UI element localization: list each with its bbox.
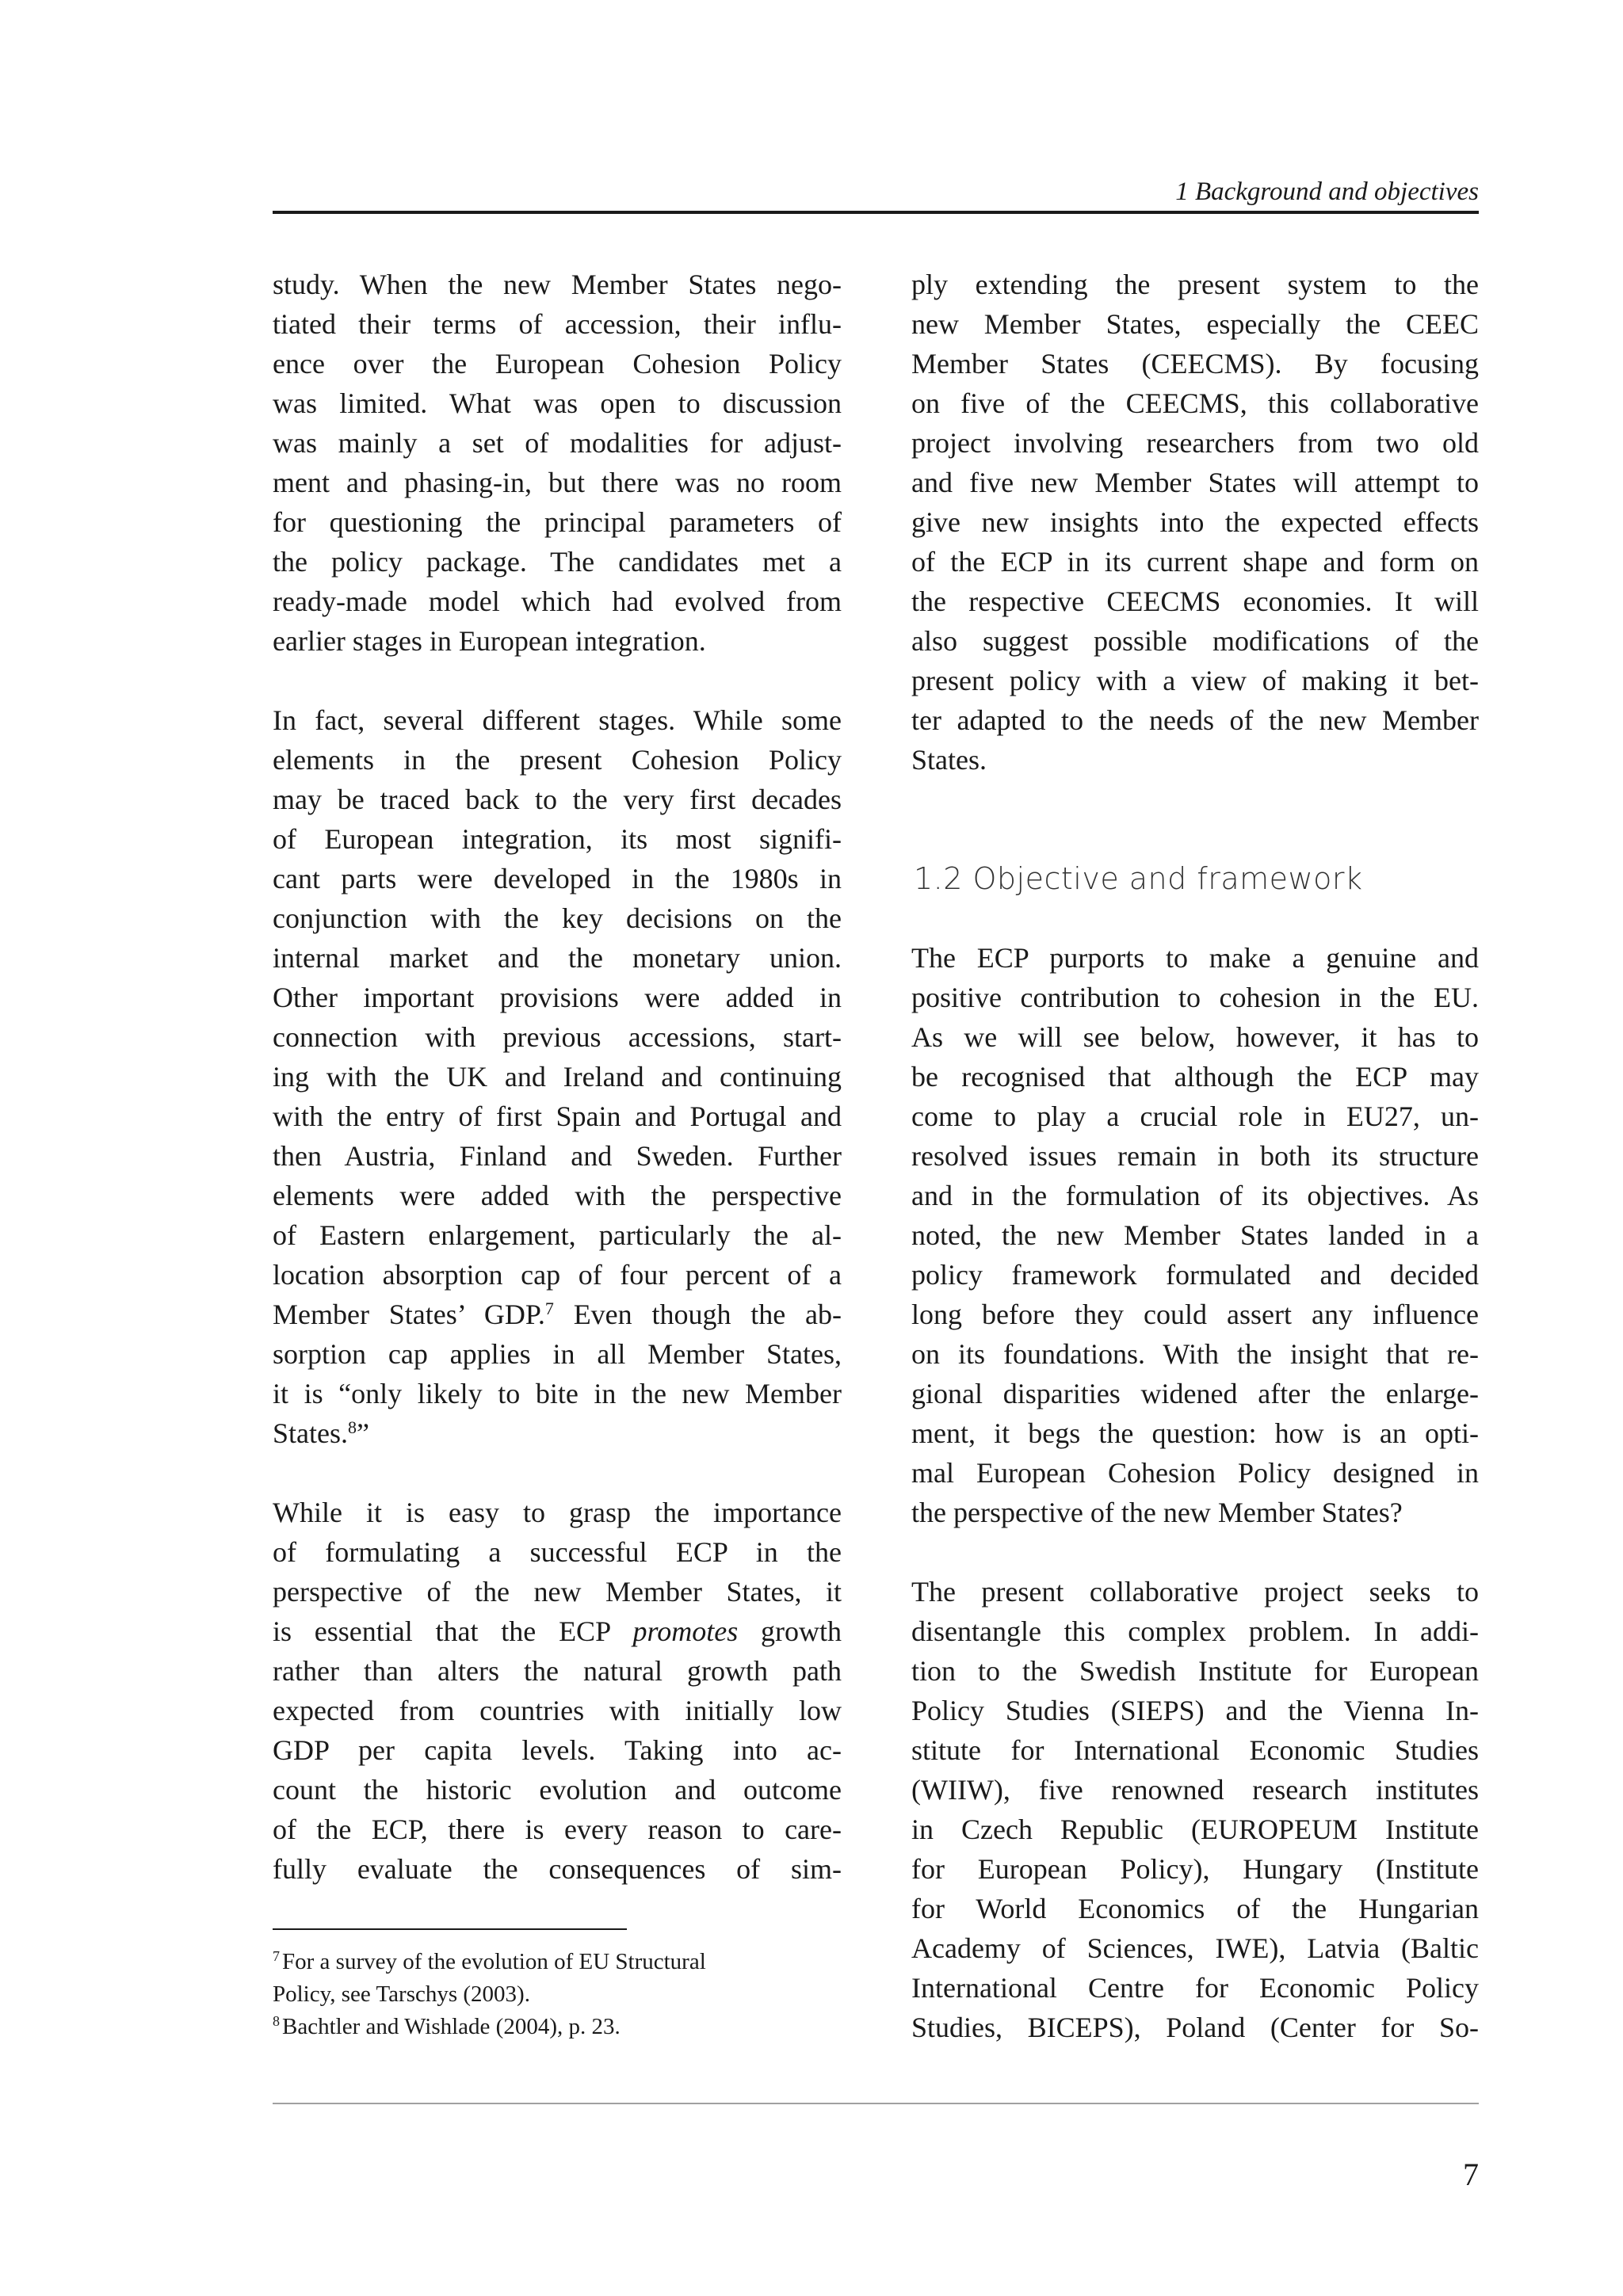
- text-line: Policy Studies (SIEPS) and the Vienna In-: [911, 1695, 1479, 1726]
- text-line: with the entry of first Spain and Portugal and: [273, 1100, 842, 1132]
- text-line: the perspective of the new Member States?: [911, 1497, 1403, 1528]
- footnote-line: [273, 2011, 706, 2043]
- text-line: for World Economics of the Hungarian: [911, 1893, 1479, 1924]
- text-line: States.: [911, 744, 987, 776]
- text-line: GDP per capita levels. Taking into ac-: [273, 1734, 842, 1766]
- text-line: long before they could assert any influence: [911, 1299, 1479, 1330]
- footer-rule: [273, 2103, 1479, 2104]
- text-line: Member States (CEECMS). By focusing: [911, 348, 1479, 379]
- text-line: [273, 1295, 842, 1334]
- text-line: ing with the UK and Ireland and continuing: [273, 1061, 842, 1093]
- text-line: internal market and the monetary union.: [273, 942, 842, 974]
- footnotes: [273, 1946, 706, 2043]
- text-line: While it is easy to grasp the importance: [273, 1497, 842, 1528]
- page-number: 7: [1463, 2157, 1479, 2192]
- footnote-reference: 8: [348, 1417, 357, 1437]
- footnote-text: Policy, see Tarschys (2003).: [273, 1981, 530, 2007]
- text-line: Other important provisions were added in: [273, 982, 842, 1013]
- text-line: mal European Cohesion Policy designed in: [911, 1457, 1479, 1489]
- header-rule: [273, 211, 1479, 214]
- text-segment: Member States’ GDP.: [273, 1299, 545, 1330]
- text-line: connection with previous accessions, start-: [273, 1021, 842, 1053]
- text-line: come to play a crucial role in EU27, un-: [911, 1100, 1479, 1132]
- text-line: location absorption cap of four percent of a: [273, 1259, 842, 1291]
- text-line: was mainly a set of modalities for adjust-: [273, 427, 842, 459]
- text-segment: ”: [357, 1417, 369, 1449]
- footnote-text: Bachtler and Wishlade (2004), p. 23.: [282, 2014, 621, 2039]
- paragraph: [911, 265, 1479, 780]
- text-line: disentangle this complex problem. In addi-: [911, 1615, 1479, 1647]
- paragraph: [273, 700, 842, 1453]
- text-line: conjunction with the key decisions on the: [273, 902, 842, 934]
- text-line: also suggest possible modifications of the: [911, 625, 1479, 657]
- text-line: International Centre for Economic Policy: [911, 1972, 1479, 2004]
- text-line: may be traced back to the very first decades: [273, 784, 842, 815]
- text-line: As we will see below, however, it has to: [911, 1021, 1479, 1053]
- text-line: of the ECP in its current shape and form on: [911, 546, 1479, 578]
- footnote-rule: [273, 1928, 627, 1930]
- text-line: rather than alters the natural growth path: [273, 1655, 842, 1687]
- text-line: perspective of the new Member States, it: [273, 1576, 842, 1608]
- text-line: be recognised that although the ECP may: [911, 1061, 1479, 1093]
- text-line: ply extending the present system to the: [911, 269, 1479, 300]
- text-line: study. When the new Member States nego-: [273, 269, 842, 300]
- paragraph: [911, 938, 1479, 1532]
- text-line: count the historic evolution and outcome: [273, 1774, 842, 1806]
- text-line: of the ECP, there is every reason to care-: [273, 1814, 842, 1845]
- text-line: it is “only likely to bite in the new Member: [273, 1378, 842, 1409]
- footnote-reference: 7: [544, 1299, 554, 1318]
- text-line: of European integration, its most signifi-: [273, 823, 842, 855]
- text-line: ment, it begs the question: how is an opti-: [911, 1417, 1479, 1449]
- section-heading: 1.2 Objective and framework: [914, 861, 1363, 896]
- text-line: Academy of Sciences, IWE), Latvia (Baltic: [911, 1932, 1479, 1964]
- text-line: in Czech Republic (EUROPEUM Institute: [911, 1814, 1479, 1845]
- text-line: earlier stages in European integration.: [273, 625, 706, 657]
- text-line: ment and phasing-in, but there was no room: [273, 467, 842, 498]
- footnote-line: [273, 1978, 706, 2011]
- text-segment: States.: [273, 1417, 348, 1449]
- text-line: give new insights into the expected effects: [911, 506, 1479, 538]
- text-line: of Eastern enlargement, particularly the al-: [273, 1219, 842, 1251]
- text-line: the policy package. The candidates met a: [273, 546, 842, 578]
- text-segment: Even though the ab-: [553, 1299, 842, 1330]
- text-line: on five of the CEECMS, this collaborative: [911, 387, 1479, 419]
- text-line: of formulating a successful ECP in the: [273, 1536, 842, 1568]
- text-line: cant parts were developed in the 1980s in: [273, 863, 842, 894]
- text-line: noted, the new Member States landed in a: [911, 1219, 1479, 1251]
- text-line: fully evaluate the consequences of sim-: [273, 1853, 842, 1885]
- text-line: resolved issues remain in both its structure: [911, 1140, 1479, 1172]
- text-line: new Member States, especially the CEEC: [911, 308, 1479, 340]
- text-line: tiated their terms of accession, their influ-: [273, 308, 842, 340]
- footnote-line: [273, 1946, 706, 1978]
- text-line: [273, 1611, 842, 1651]
- text-line: sorption cap applies in all Member States,: [273, 1338, 842, 1370]
- text-line: on its foundations. With the insight that re-: [911, 1338, 1479, 1370]
- text-line: then Austria, Finland and Sweden. Further: [273, 1140, 842, 1172]
- text-line: ter adapted to the needs of the new Member: [911, 704, 1479, 736]
- paragraph: [911, 1572, 1479, 2047]
- text-line: policy framework formulated and decided: [911, 1259, 1479, 1291]
- text-line: Studies, BICEPS), Poland (Center for So-: [911, 2012, 1479, 2043]
- text-segment: is essential that the ECP: [273, 1615, 633, 1647]
- text-line: for questioning the principal parameters of: [273, 506, 842, 538]
- text-line: the respective CEECMS economies. It will: [911, 585, 1479, 617]
- text-line: for European Policy), Hungary (Institute: [911, 1853, 1479, 1885]
- footnote-number: 7: [273, 1948, 280, 1964]
- text-line: tion to the Swedish Institute for European: [911, 1655, 1479, 1687]
- text-line: [273, 1413, 842, 1453]
- text-line: present policy with a view of making it bet-: [911, 665, 1479, 696]
- paragraph: [273, 1493, 842, 1889]
- text-line: The ECP purports to make a genuine and: [911, 942, 1479, 974]
- text-line: and five new Member States will attempt to: [911, 467, 1479, 498]
- text-line: was limited. What was open to discussion: [273, 387, 842, 419]
- footnote-text: For a survey of the evolution of EU Structural: [282, 1949, 706, 1974]
- emphasis: promotes: [632, 1615, 739, 1647]
- text-line: ence over the European Cohesion Policy: [273, 348, 842, 379]
- text-line: stitute for International Economic Studies: [911, 1734, 1479, 1766]
- text-line: In fact, several different stages. While some: [273, 704, 842, 736]
- text-line: (WIIW), five renowned research institutes: [911, 1774, 1479, 1806]
- footnote-number: 8: [273, 2013, 280, 2029]
- text-line: project involving researchers from two old: [911, 427, 1479, 459]
- text-line: and in the formulation of its objectives. As: [911, 1180, 1479, 1211]
- text-line: positive contribution to cohesion in the EU.: [911, 982, 1479, 1013]
- text-line: elements in the present Cohesion Policy: [273, 744, 842, 776]
- text-line: elements were added with the perspective: [273, 1180, 842, 1211]
- text-line: ready-made model which had evolved from: [273, 585, 842, 617]
- running-header-title: 1 Background and objectives: [1175, 177, 1479, 206]
- text-line: The present collaborative project seeks to: [911, 1576, 1479, 1608]
- paragraph: [273, 265, 842, 661]
- text-line: expected from countries with initially low: [273, 1695, 842, 1726]
- text-segment: growth: [738, 1615, 842, 1647]
- text-line: gional disparities widened after the enlarge-: [911, 1378, 1479, 1409]
